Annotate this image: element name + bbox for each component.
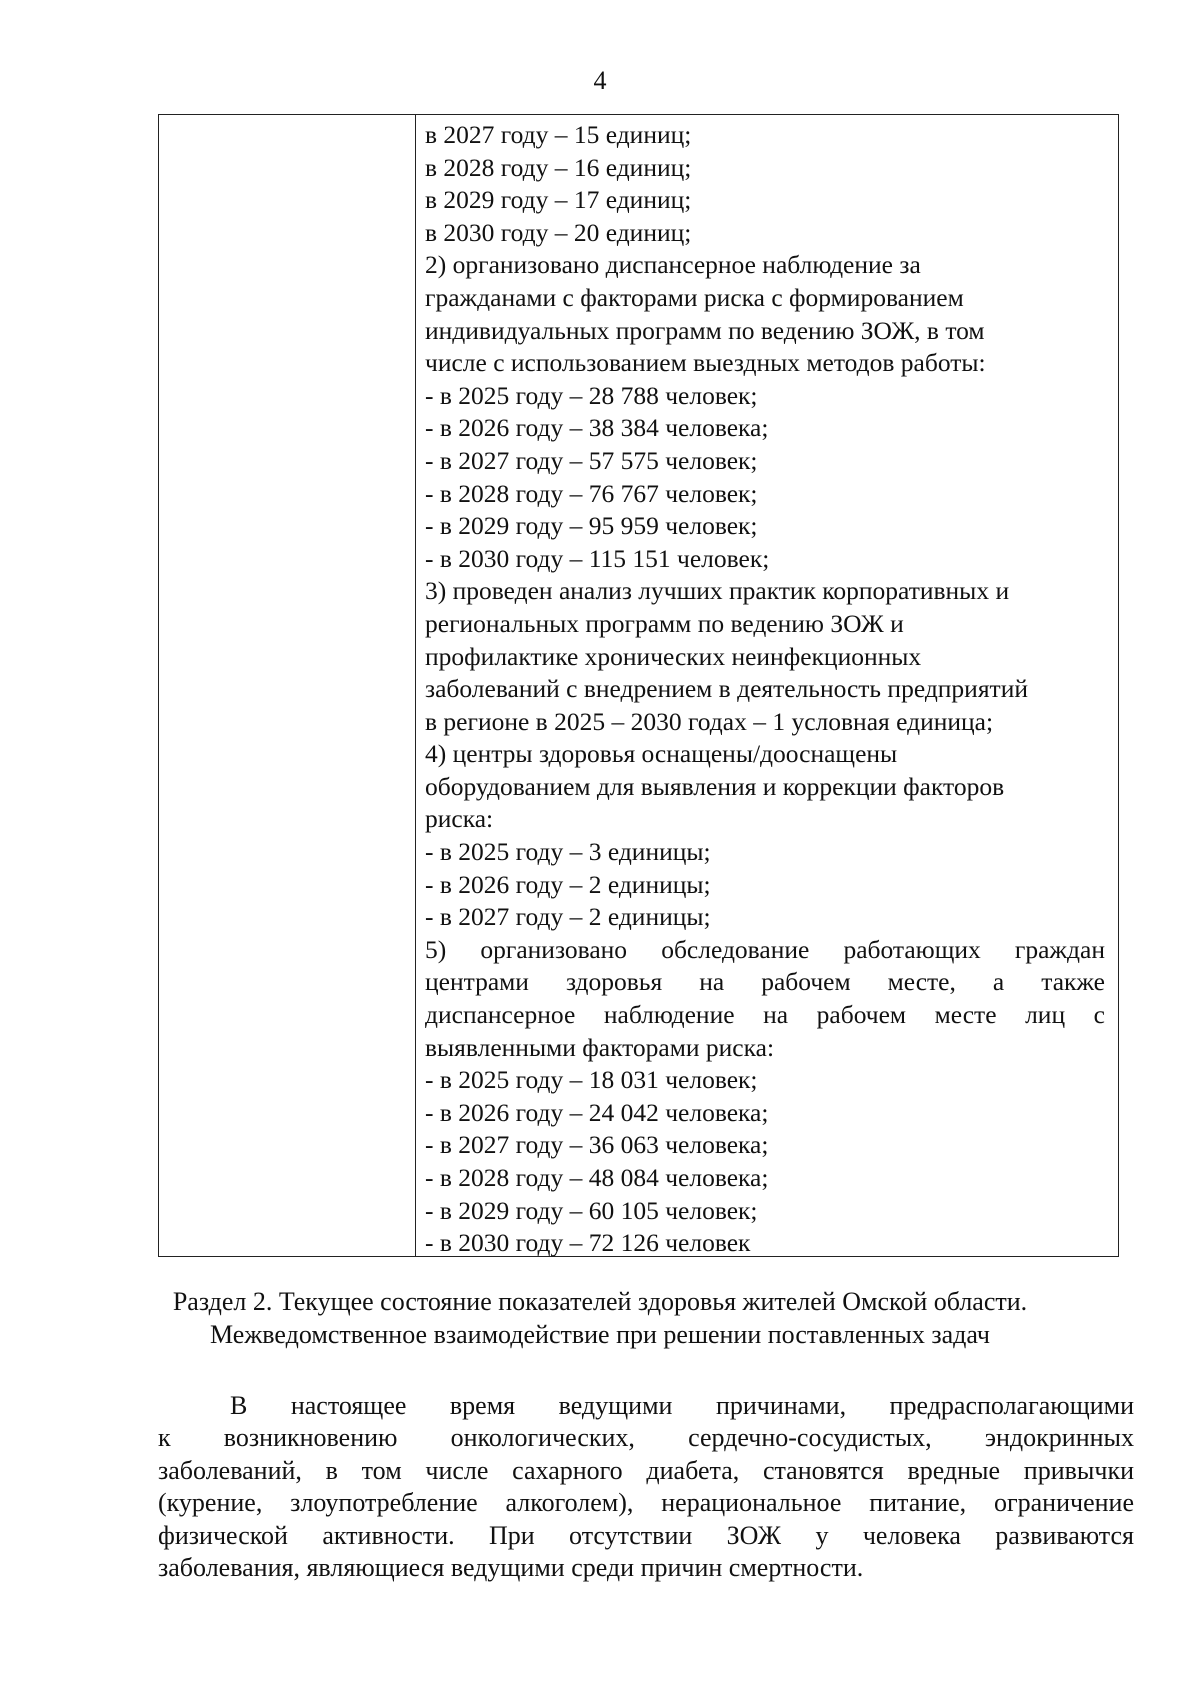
- table-line: - в 2030 году – 115 151 человек;: [425, 543, 770, 573]
- paragraph-line: к возникновению онкологических, сердечно-сосудистых, эндокринных: [158, 1423, 1134, 1453]
- table-line: в 2030 году – 20 единиц;: [425, 217, 692, 247]
- table-line: центрами здоровья на рабочем месте, а также: [425, 967, 1105, 997]
- table-line: - в 2026 году – 2 единицы;: [425, 869, 711, 899]
- table-line: - в 2025 году – 18 031 человек;: [425, 1065, 758, 1095]
- paragraph-line: заболевания, являющиеся ведущими среди причин смертности.: [158, 1552, 864, 1582]
- paragraph-line: физической активности. При отсутствии ЗОЖ у человека развиваются: [158, 1520, 1134, 1550]
- table-line: в 2029 году – 17 единиц;: [425, 185, 692, 215]
- table-line: - в 2026 году – 24 042 человека;: [425, 1097, 769, 1127]
- body-paragraph: [158, 1390, 1134, 1584]
- table-line: региональных программ по ведению ЗОЖ и: [425, 608, 904, 638]
- table-line: 3) проведен анализ лучших практик корпоративных и: [425, 576, 1010, 606]
- table-line: числе с использованием выездных методов работы:: [425, 348, 986, 378]
- page-number: 4: [593, 66, 607, 95]
- table-line: диспансерное наблюдение на рабочем месте лиц с: [425, 1000, 1105, 1030]
- table-line: - в 2029 году – 95 959 человек;: [425, 511, 758, 541]
- table-line: в 2028 году – 16 единиц;: [425, 152, 692, 182]
- table-line: заболеваний с внедрением в деятельность предприятий: [425, 674, 1028, 704]
- plan-table: [158, 114, 1119, 1257]
- table-line: - в 2025 году – 3 единицы;: [425, 837, 711, 867]
- table-line: риска:: [425, 804, 494, 834]
- table-line: гражданами с факторами риска с формированием: [425, 282, 964, 312]
- table-line: - в 2027 году – 2 единицы;: [425, 902, 711, 932]
- table-line: - в 2028 году – 48 084 человека;: [425, 1163, 769, 1192]
- table-line: оборудованием для выявления и коррекции факторов: [425, 771, 1005, 801]
- table-line: 4) центры здоровья оснащены/дооснащены: [425, 739, 898, 769]
- table-line: выявленными факторами риска:: [425, 1032, 775, 1062]
- table-line: - в 2029 году – 60 105 человек;: [425, 1195, 758, 1225]
- table-line: - в 2027 году – 36 063 человека;: [425, 1130, 769, 1160]
- table-line: в регионе в 2025 – 2030 годах – 1 условная единица;: [425, 706, 994, 736]
- table-line: - в 2028 году – 76 767 человек;: [425, 478, 758, 508]
- paragraph-line: В настоящее время ведущими причинами, предрасполагающими: [230, 1391, 1134, 1420]
- section-title-line-1: Раздел 2. Текущее состояние показателей здоровья жителей Омской области.: [172, 1287, 1028, 1316]
- table-right-cell: [425, 119, 1105, 1260]
- table-line: - в 2027 году – 57 575 человек;: [425, 445, 758, 475]
- table-line: - в 2030 году – 72 126 человек: [425, 1228, 751, 1258]
- paragraph-line: заболеваний, в том числе сахарного диабета, становятся вредные привычки: [158, 1455, 1134, 1485]
- table-line: 2) организовано диспансерное наблюдение за: [425, 250, 921, 280]
- table-line: в 2027 году – 15 единиц;: [425, 120, 692, 149]
- section-title: [130, 1285, 1070, 1351]
- table-left-cell: [159, 115, 415, 1256]
- table-line: - в 2025 году – 28 788 человек;: [425, 380, 758, 410]
- paragraph-line: (курение, злоупотребление алкоголем), нерациональное питание, ограничение: [158, 1488, 1134, 1518]
- table-column-divider: [415, 115, 416, 1256]
- table-line: - в 2026 году – 38 384 человека;: [425, 413, 769, 443]
- table-line: индивидуальных программ по ведению ЗОЖ, в том: [425, 315, 985, 345]
- section-title-line-2: Межведомственное взаимодействие при решении поставленных задач: [210, 1320, 990, 1349]
- table-line: профилактике хронических неинфекционных: [425, 641, 922, 671]
- table-line: 5) организовано обследование работающих граждан: [425, 934, 1105, 964]
